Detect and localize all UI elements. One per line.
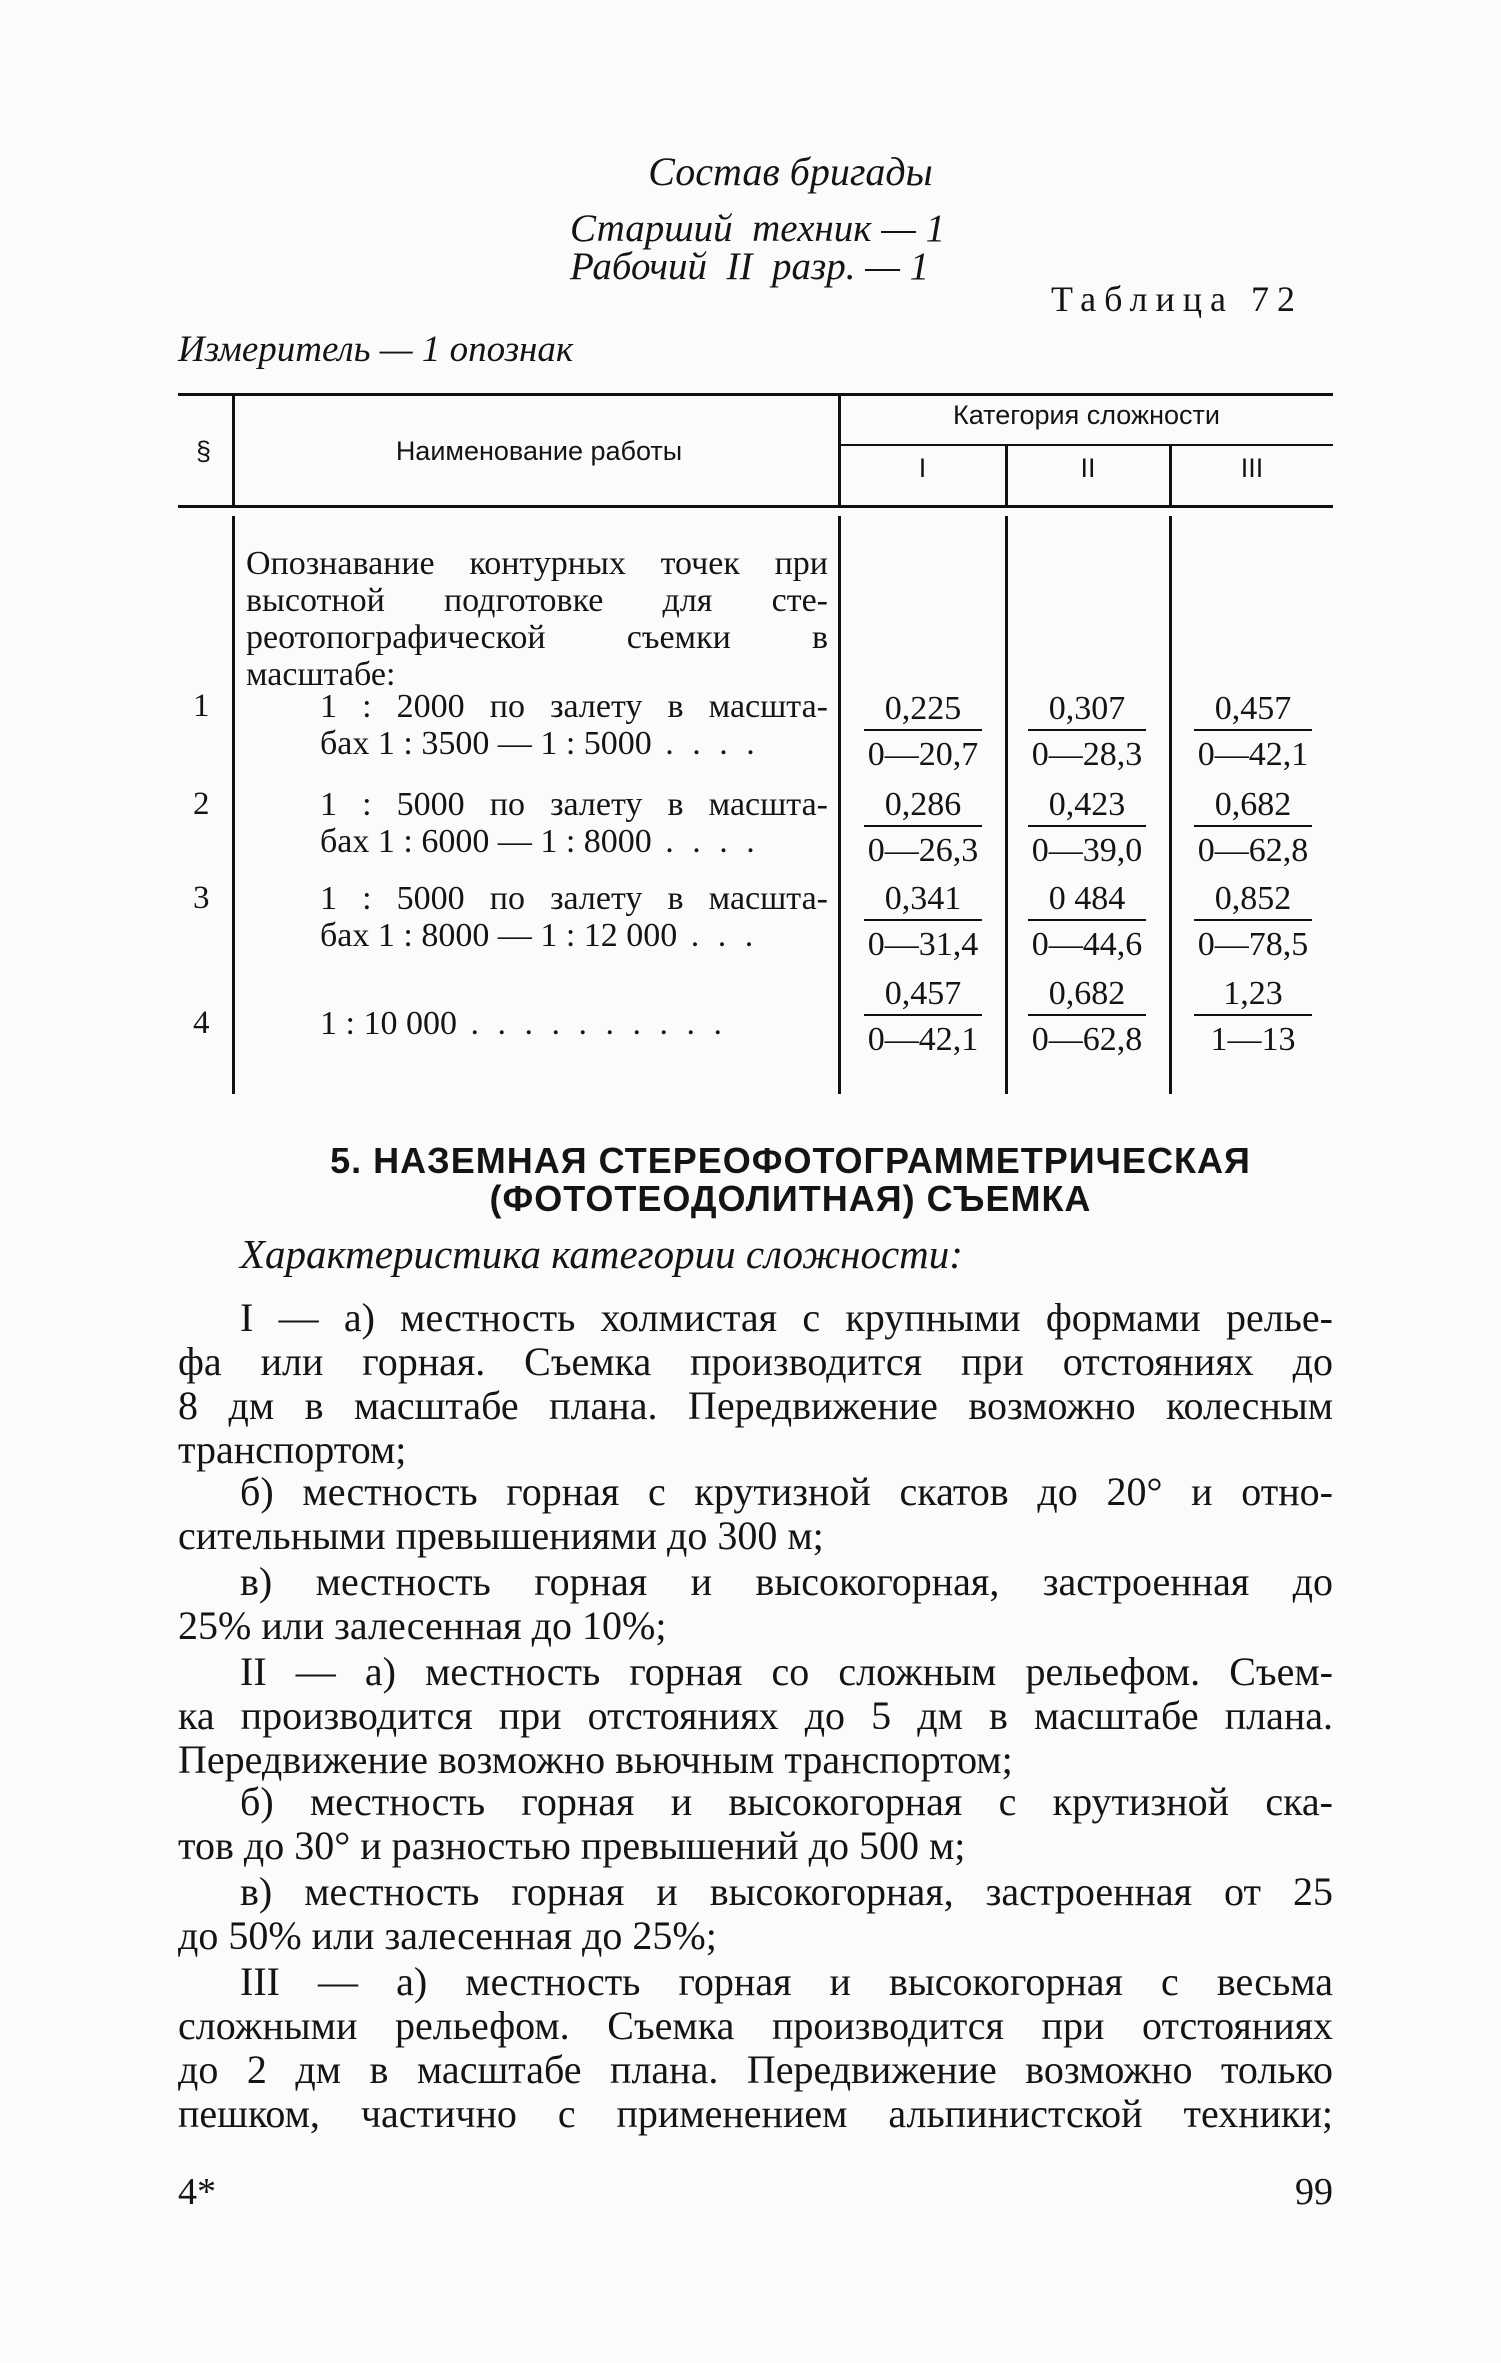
brigade-title: Состав бригады [648,149,933,194]
fraction-bar [864,1014,982,1016]
fraction-bar [1194,919,1312,921]
fraction-numerator: 0,682 [1048,975,1126,1012]
table-header-rule [178,505,1333,508]
paragraph-line: в) местность горная и высокогорная, застроенная от 25 [240,1869,1333,1914]
row-name [320,786,828,860]
row-name [320,880,828,954]
paragraph [178,1870,1333,1958]
fraction-denominator: 0—28,3 [1031,736,1143,773]
category-rule [840,444,1333,446]
fraction-cell [858,786,988,870]
category-header-1: I [918,453,927,483]
row-number: 3 [193,880,210,916]
fraction-numerator: 0,457 [1214,690,1292,727]
row-name-line: 1 : 5000 по залету в масшта- [320,786,828,823]
row-name-line: бах 1 : 8000 — 1 : 12 000 . . . [320,917,759,954]
paragraph-line: б) местность горная и высокогорная с крутизной ска- [240,1779,1333,1824]
fraction-numerator: 0,307 [1048,690,1126,727]
category-header-3: III [1240,453,1264,483]
paragraph [178,1470,1333,1558]
paragraph-line: до 2 дм в масштабе плана. Передвижение возможно только [178,2047,1333,2092]
fraction-numerator: 1,23 [1223,975,1283,1012]
paragraph-line: пешком, частично с применением альпинистской техники; [178,2091,1333,2136]
leader-dots: . . . . [651,725,760,762]
fraction-cell [1188,975,1318,1059]
paragraph-line: 8 дм в масштабе плана. Передвижение возможно колесным [178,1383,1333,1428]
paragraph [178,1296,1333,1472]
paragraph [178,1960,1333,2136]
col-divider [838,516,841,1094]
fraction-denominator: 0—42,1 [867,1021,979,1058]
row-number: 2 [193,786,210,822]
fraction-cell [1022,786,1152,870]
paragraph-line: до 50% или залесенная до 25%; [178,1913,717,1958]
row-intro-line: масштабе: [246,656,396,693]
fraction-cell [1022,975,1152,1059]
paragraph-line: сительными превышениями до 300 м; [178,1513,824,1558]
fraction-bar [1194,825,1312,827]
measure-unit: Измеритель — 1 опознак [178,329,574,370]
fraction-denominator: 0—26,3 [867,832,979,869]
paragraph [178,1780,1333,1868]
brigade-line-worker: Рабочий II разр. — 1 [570,245,930,288]
section-heading: 5. НАЗЕМНАЯ СТЕРЕОФОТОГРАММЕТРИЧЕСКАЯ [330,1140,1251,1181]
row-name-line: 1 : 2000 по залету в масшта- [320,688,828,725]
category-header-2: II [1080,453,1096,483]
fraction-denominator: 0—62,8 [1197,832,1309,869]
fraction-cell [1188,786,1318,870]
fraction-cell [1188,690,1318,774]
paragraph-line: б) местность горная с крутизной скатов до 20° и отно- [240,1469,1333,1514]
fraction-numerator: 0,423 [1048,786,1126,823]
fraction-cell [1188,880,1318,964]
col-category-header: Категория сложности [953,400,1220,430]
fraction-numerator: 0,457 [884,975,962,1012]
fraction-cell [858,690,988,774]
section-heading-continued: (ФОТОТЕОДОЛИТНАЯ) СЪЕМКА [489,1178,1092,1219]
fraction-numerator: 0,225 [884,690,962,727]
paragraph-line: Передвижение возможно вьючным транспортом; [178,1737,1013,1782]
fraction-bar [1028,919,1146,921]
leader-dots: . . . . . . . . . . [456,1005,727,1042]
row-intro [246,545,828,693]
leader-dots: . . . . [651,823,760,860]
fraction-bar [1194,729,1312,731]
row-name [320,1005,828,1042]
fraction-cell [1022,690,1152,774]
brigade-line-senior: Старший техник — 1 [570,207,946,250]
fraction-numerator: 0,852 [1214,880,1292,917]
row-name-line: бах 1 : 6000 — 1 : 8000 . . . . [320,823,760,860]
characteristics-subheading: Характеристика категории сложности: [240,1231,963,1277]
fraction-cell [1022,880,1152,964]
fraction-bar [1194,1014,1312,1016]
row-number: 1 [193,688,210,724]
fraction-denominator: 0—31,4 [867,926,979,963]
row-name-line: 1 : 5000 по залету в масшта- [320,880,828,917]
fraction-denominator: 0—62,8 [1031,1021,1143,1058]
fraction-cell [858,975,988,1059]
paragraph-line: II — а) местность горная со сложным рельефом. Съем- [240,1649,1333,1694]
fraction-denominator: 0—44,6 [1031,926,1143,963]
col-name-header: Наименование работы [395,436,683,466]
fraction-denominator: 0—20,7 [867,736,979,773]
fraction-bar [864,729,982,731]
fraction-denominator: 0—78,5 [1197,926,1309,963]
fraction-bar [1028,729,1146,731]
table-number: Таблица 72 [1051,279,1303,319]
signature-mark: 4* [178,2171,216,2213]
paragraph-line: 25% или залесенная до 10%; [178,1603,667,1648]
paragraph-line: в) местность горная и высокогорная, застроенная до [240,1559,1333,1604]
fraction-bar [1028,1014,1146,1016]
fraction-numerator: 0,286 [884,786,962,823]
fraction-bar [864,919,982,921]
fraction-bar [864,825,982,827]
fraction-denominator: 1—13 [1210,1021,1296,1058]
row-intro-line: Опознавание контурных точек при [246,545,828,582]
row-name-line: бах 1 : 3500 — 1 : 5000 . . . . [320,725,760,762]
fraction-denominator: 0—42,1 [1197,736,1309,773]
col-num-header: § [196,436,212,466]
row-name-line: 1 : 10 000 . . . . . . . . . . [320,1005,727,1042]
col-divider [1169,516,1172,1094]
paragraph-line: транспортом; [178,1427,407,1472]
paragraph [178,1650,1333,1782]
table-top-rule [178,393,1333,396]
fraction-numerator: 0,682 [1214,786,1292,823]
paragraph-line: фа или горная. Съемка производится при отстояниях до [178,1339,1333,1384]
paragraph [178,1560,1333,1648]
col-divider [232,395,235,505]
paragraph-line: III — а) местность горная и высокогорная с весьма [240,1959,1333,2004]
col-divider [1005,516,1008,1094]
paragraph-line: I — а) местность холмистая с крупными формами релье- [240,1295,1333,1340]
row-intro-line: реотопографической съемки в [246,619,828,656]
paragraph-line: тов до 30° и разностью превышений до 500 м; [178,1823,966,1868]
row-name [320,688,828,762]
fraction-numerator: 0 484 [1048,880,1126,917]
leader-dots: . . . [677,917,759,954]
page-number: 99 [1295,2171,1333,2213]
row-intro-line: высотной подготовке для сте- [246,582,828,619]
fraction-denominator: 0—39,0 [1031,832,1143,869]
col-divider [232,516,235,1094]
row-number: 4 [193,1005,210,1041]
fraction-bar [1028,825,1146,827]
fraction-numerator: 0,341 [884,880,962,917]
fraction-cell [858,880,988,964]
paragraph-line: сложными рельефом. Съемка производится при отстояниях [178,2003,1333,2048]
paragraph-line: ка производится при отстояниях до 5 дм в масштабе плана. [178,1693,1333,1738]
